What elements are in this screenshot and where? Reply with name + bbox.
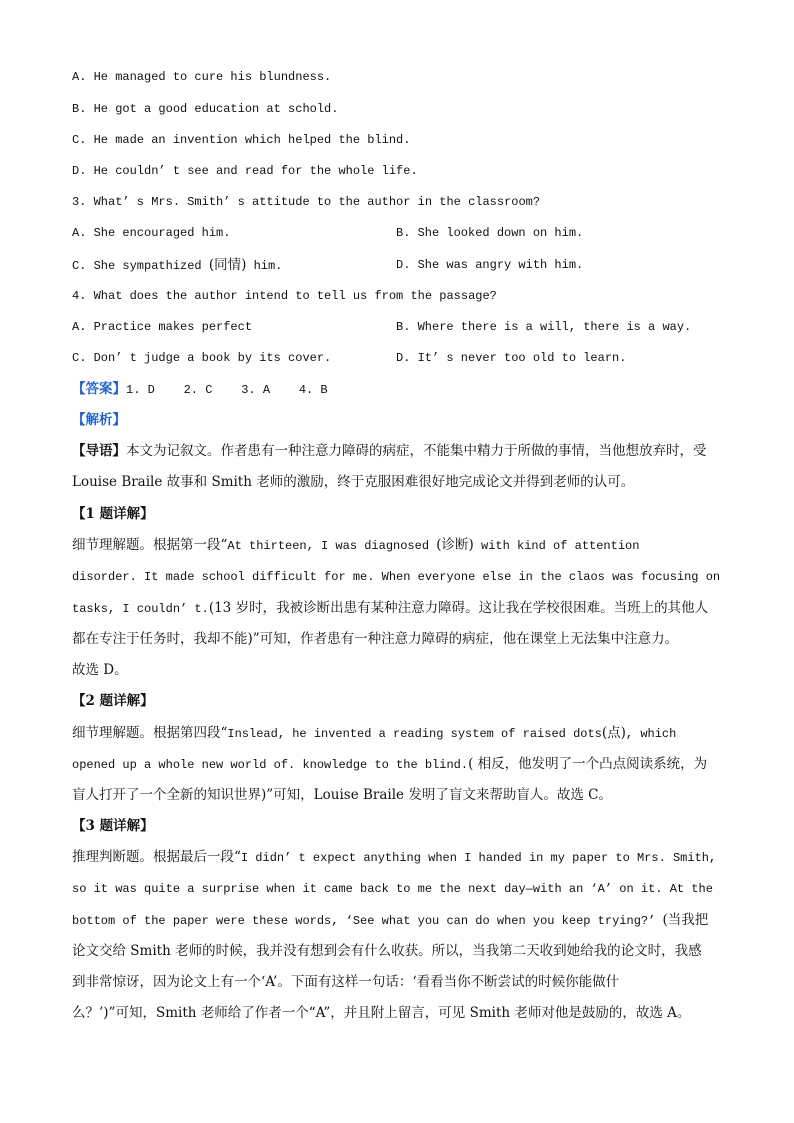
q3-option-a: A. She encouraged him.	[72, 226, 231, 240]
detail-1-line-2: disorder. It made school difficult for me. When everyone else in the claos was focusing on	[72, 570, 721, 584]
q4-option-b: B. Where there is a will, there is a way.	[396, 320, 692, 334]
detail-1-line-4: 都在专注于任务时，我却不能)”可知，作者患有一种注意力障碍的病症，他在课堂上无法集中注意力。	[72, 631, 679, 647]
detail-3-line-2: so it was quite a surprise when it came back to me the next day—with an ‘A’ on it. At the	[72, 882, 713, 896]
q3-option-c: C. She sympathized (同情) him.	[72, 257, 283, 273]
q3-row1	[72, 225, 722, 241]
detail-1-label: 【1 题详解】	[72, 506, 154, 522]
answer-line	[72, 381, 328, 398]
answer-values: 1. D 2. C 3. A 4. B	[126, 383, 328, 397]
answer-label: 【答案】	[72, 381, 126, 397]
q3-stem: 3. What’ s Mrs. Smith’ s attitude to the author in the classroom?	[72, 195, 541, 209]
detail-2-label: 【2 题详解】	[72, 693, 154, 709]
q4-row2	[72, 350, 722, 366]
detail-3-line-6: 么？’)”可知，Smith 老师给了作者一个“A”，并且附上留言，可见 Smith 老师对他是鼓励的，故选 A。	[72, 1005, 691, 1021]
q2-option-a: A. He managed to cure his blundness.	[72, 70, 332, 84]
detail-1-line-5: 故选 D。	[72, 662, 128, 678]
q2-option-d: D. He couldn’ t see and read for the whole life.	[72, 164, 418, 178]
detail-3-label: 【3 题详解】	[72, 818, 154, 834]
q4-option-d: D. It’ s never too old to learn.	[396, 351, 627, 365]
detail-1-line-1: 细节理解题。根据第一段“At thirteen, I was diagnosed (诊断) with kind of attention	[72, 537, 640, 553]
q4-row1	[72, 319, 722, 335]
q4-option-a: A. Practice makes perfect	[72, 320, 253, 334]
detail-1-line-3: tasks, I couldn’ t.(13 岁时，我被诊断出患有某种注意力障碍。这让我在学校很困难。当班上的其他人	[72, 600, 709, 616]
q3-row2	[72, 257, 722, 274]
q3-option-d: D. She was angry with him.	[396, 258, 584, 272]
q2-option-c: C. He made an invention which helped the blind.	[72, 133, 411, 147]
guide-label: 【导语】	[72, 443, 126, 459]
detail-2-line-3: 盲人打开了一个全新的知识世界)”可知，Louise Braile 发明了盲文来帮助盲人。故选 C。	[72, 787, 612, 803]
analysis-label: 【解析】	[72, 412, 126, 428]
detail-2-line-2: opened up a whole new world of. knowledge to the blind.( 相反，他发明了一个凸点阅读系统，为	[72, 756, 708, 772]
q4-option-c: C. Don’ t judge a book by its cover.	[72, 351, 332, 365]
detail-3-line-5: 到非常惊讶，因为论文上有一个‘A’。下面有这样一句话：‘看看当你不断尝试的时候你能做什	[72, 974, 620, 990]
detail-2-line-1: 细节理解题。根据第四段“Inslead, he invented a reading system of raised dots(点), which	[72, 725, 677, 741]
q2-option-b: B. He got a good education at schold.	[72, 102, 339, 116]
detail-3-line-3: bottom of the paper were these words, ‘See what you can do when you keep trying?’ (当我把	[72, 912, 709, 928]
detail-3-line-1: 推理判断题。根据最后一段“I didn’ t expect anything when I handed in my paper to Mrs. Smith,	[72, 849, 717, 865]
q4-stem: 4. What does the author intend to tell us from the passage?	[72, 289, 497, 303]
q3-option-b: B. She looked down on him.	[396, 226, 584, 240]
detail-3-line-4: 论文交给 Smith 老师的时候，我并没有想到会有什么收获。所以，当我第二天收到她给我的论文时，我感	[72, 943, 702, 959]
guide-paragraph	[72, 436, 722, 498]
guide-text: 本文为记叙文。作者患有一种注意力障碍的病症，不能集中精力于所做的事情，当他想放弃时，受 Louise Braile 故事和 Smith 老师的激励，终于克服困难很好地完成论文并得到老师的认可。	[72, 443, 707, 490]
